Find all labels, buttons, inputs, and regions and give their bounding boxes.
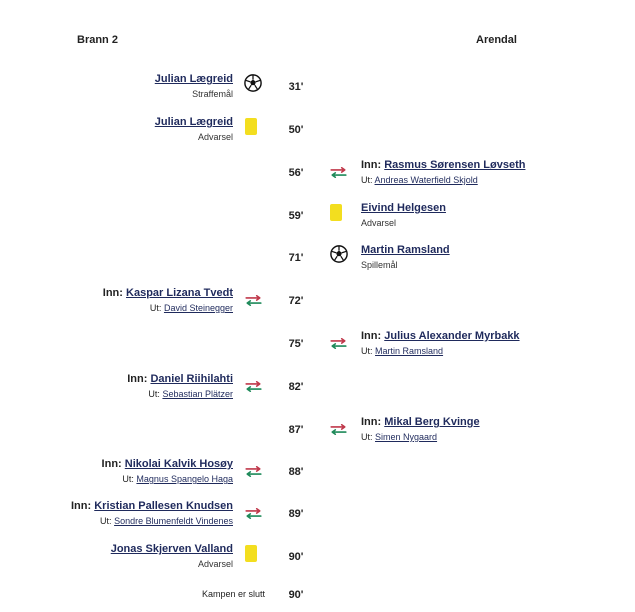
event-minute: 87' (288, 424, 304, 436)
sub-out-prefix: Ut: (148, 389, 160, 399)
event-player-line (361, 158, 525, 172)
sub-in-prefix: Inn: (361, 416, 382, 428)
event-minute: 50' (288, 124, 304, 136)
event-minute: 82' (288, 381, 304, 393)
home-event-details (71, 499, 233, 528)
substitution-icon (245, 506, 262, 517)
event-minute: 88' (288, 466, 304, 478)
sub-out-prefix: Ut: (122, 474, 134, 484)
player-out-link[interactable]: David Steinegger (163, 303, 233, 313)
timeline-event (0, 415, 635, 447)
event-minute: 90' (288, 551, 304, 563)
match-end-minute: 90' (288, 589, 304, 601)
event-detail: Straffemål (192, 89, 233, 99)
event-detail-line (361, 430, 480, 444)
player-in-link[interactable]: Julius Alexander Myrbakk (384, 330, 520, 342)
away-event-details (361, 329, 520, 358)
sub-in-prefix: Inn: (127, 373, 148, 385)
timeline-event (0, 329, 635, 361)
event-detail: Advarsel (197, 559, 233, 569)
sub-in-prefix: Inn: (102, 287, 123, 299)
event-player-line (111, 542, 233, 556)
away-event-details (361, 158, 525, 187)
away-team-name: Arendal (476, 34, 517, 46)
event-player-line (127, 372, 233, 386)
event-minute: 56' (288, 167, 304, 179)
substitution-icon (245, 464, 262, 475)
sub-out-prefix: Ut: (361, 175, 373, 185)
player-in-link[interactable]: Mikal Berg Kvinge (384, 416, 480, 428)
substitution-icon (245, 293, 262, 304)
match-end-text: Kampen er slutt (201, 589, 265, 599)
timeline-event (0, 243, 635, 275)
player-in-link[interactable]: Nikolai Kalvik Hosøy (124, 458, 233, 470)
event-detail-line (155, 87, 233, 101)
sub-out-prefix: Ut: (100, 516, 112, 526)
event-player-line (71, 499, 233, 513)
event-detail-line (71, 514, 233, 528)
player-link[interactable]: Eivind Helgesen (361, 202, 446, 214)
substitution-icon (330, 422, 347, 433)
match-end-row (0, 580, 635, 612)
sub-out-prefix: Ut: (361, 432, 373, 442)
player-link[interactable]: Jonas Skjerven Valland (110, 543, 233, 555)
event-detail: Advarsel (197, 132, 233, 142)
event-detail-line (155, 130, 233, 144)
player-out-link[interactable]: Sondre Blumenfeldt Vindenes (114, 516, 233, 526)
player-link[interactable]: Martin Ramsland (361, 244, 450, 256)
player-out-link[interactable]: Simen Nygaard (375, 432, 438, 442)
timeline-event (0, 372, 635, 404)
event-player-line (155, 115, 233, 129)
yellow-card-icon (245, 545, 257, 562)
timeline-event (0, 201, 635, 233)
substitution-icon (245, 379, 262, 390)
timeline-event (0, 457, 635, 489)
player-out-link[interactable]: Martin Ramsland (375, 346, 444, 356)
event-detail: Spillemål (361, 260, 398, 270)
sub-in-prefix: Inn: (361, 330, 382, 342)
home-event-details (127, 372, 233, 401)
event-detail: Advarsel (361, 218, 397, 228)
event-player-line (361, 329, 520, 343)
home-event-details (111, 542, 233, 571)
event-player-line (361, 243, 450, 257)
timeline-event (0, 542, 635, 574)
player-in-link[interactable]: Kaspar Lizana Tvedt (126, 287, 233, 299)
event-detail-line (103, 301, 233, 315)
home-event-details (155, 115, 233, 144)
substitution-icon (330, 336, 347, 347)
substitution-icon (330, 165, 347, 176)
event-player-line (155, 72, 233, 86)
player-link[interactable]: Julian Lægreid (154, 73, 233, 85)
event-player-line (361, 201, 446, 215)
player-in-link[interactable]: Daniel Riihilahti (150, 373, 233, 385)
away-event-details (361, 243, 450, 272)
yellow-card-icon (245, 118, 257, 135)
player-out-link[interactable]: Magnus Spangelo Haga (136, 474, 233, 484)
sub-in-prefix: Inn: (71, 500, 92, 512)
home-team-name: Brann 2 (77, 34, 118, 46)
home-event-details (102, 457, 233, 486)
home-event-details (103, 286, 233, 315)
sub-out-prefix: Ut: (149, 303, 162, 313)
event-player-line (102, 457, 233, 471)
player-out-link[interactable]: Andreas Waterfield Skjold (374, 175, 478, 185)
event-detail-line (361, 216, 446, 230)
event-player-line (361, 415, 480, 429)
timeline-event (0, 115, 635, 147)
timeline-event (0, 286, 635, 318)
event-minute: 72' (288, 295, 304, 307)
player-in-link[interactable]: Rasmus Sørensen Løvseth (384, 159, 526, 171)
event-minute: 31' (288, 81, 304, 93)
yellow-card-icon (330, 204, 342, 221)
player-link[interactable]: Julian Lægreid (154, 116, 233, 128)
event-detail-line (127, 387, 233, 401)
event-minute: 75' (288, 338, 304, 350)
event-minute: 71' (288, 252, 304, 264)
event-player-line (103, 286, 233, 300)
timeline-event (0, 158, 635, 190)
event-minute: 89' (288, 508, 304, 520)
sub-in-prefix: Inn: (361, 159, 382, 171)
event-detail-line (111, 557, 233, 571)
sub-out-prefix: Ut: (361, 346, 373, 356)
away-event-details (361, 415, 480, 444)
event-detail-line (361, 258, 450, 272)
event-detail-line (361, 344, 520, 358)
event-detail-line (361, 173, 525, 187)
home-event-details (155, 72, 233, 101)
player-out-link[interactable]: Sebastian Plätzer (162, 389, 233, 399)
event-minute: 59' (288, 210, 304, 222)
away-event-details (361, 201, 446, 230)
player-in-link[interactable]: Kristian Pallesen Knudsen (94, 500, 233, 512)
sub-in-prefix: Inn: (101, 458, 122, 470)
football-icon (330, 245, 348, 263)
event-detail-line (102, 472, 233, 486)
timeline-event (0, 72, 635, 104)
timeline-event (0, 499, 635, 531)
football-icon (244, 74, 262, 92)
